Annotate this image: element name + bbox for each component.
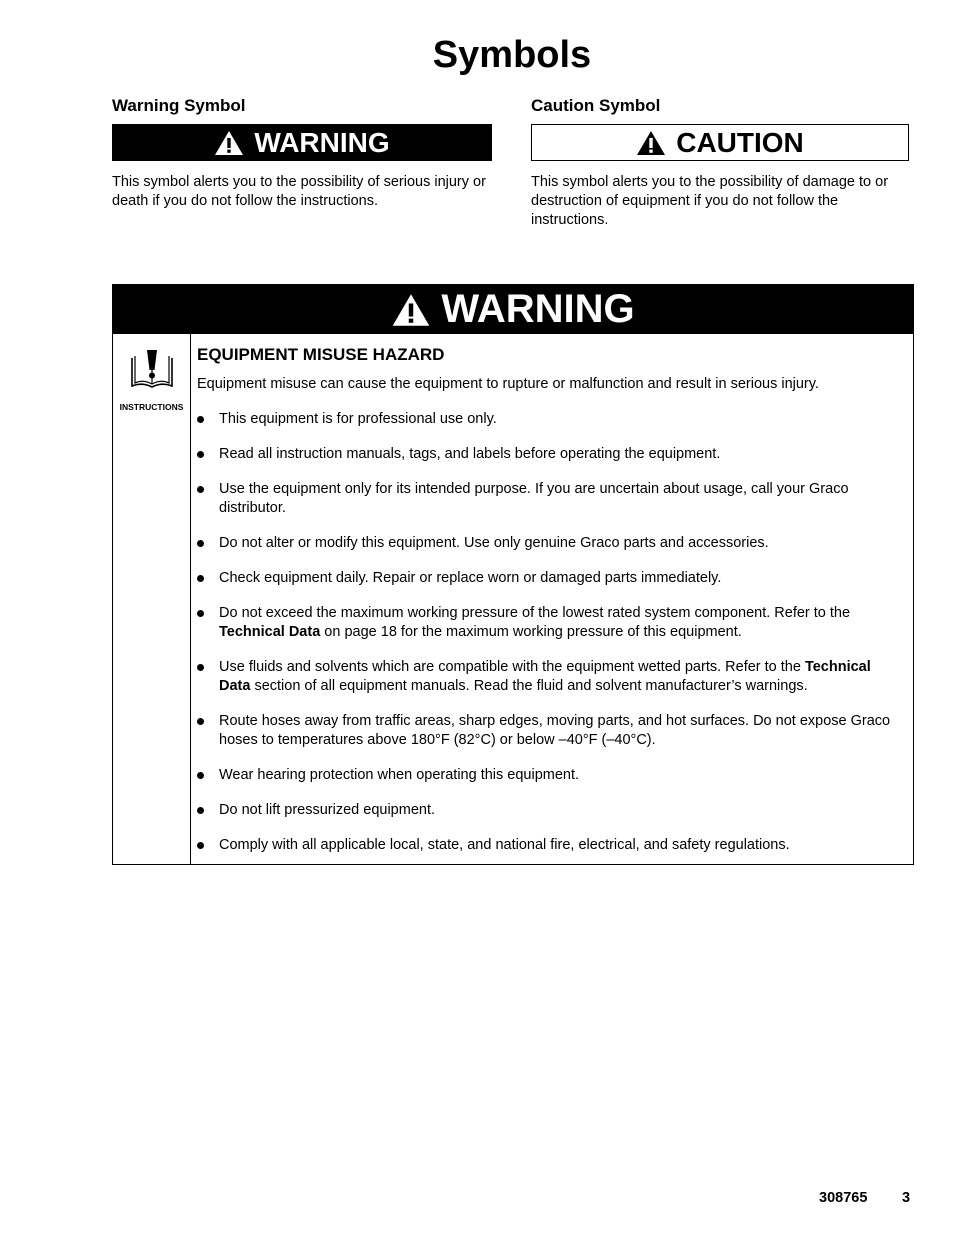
hazard-bullet	[197, 480, 905, 518]
bullet-text: Route hoses away from traffic areas, sharp edges, moving parts, and hot surfaces. Do not expose Graco hoses to temperatures above 180°F (82°C) or below –40°F (–40°C).	[219, 713, 891, 748]
bullet-text: Do not exceed the maximum working pressure of the lowest rated system component. Refer to the	[219, 605, 851, 621]
bullet-bold-text: Technical Data	[219, 659, 871, 694]
hazard-title: EQUIPMENT MISUSE HAZARD	[197, 345, 445, 364]
warning-banner	[112, 124, 492, 161]
bullet-text: on page 18 for the maximum working pressure of this equipment.	[320, 624, 742, 640]
bullet-text: Wear hearing protection when operating this equipment.	[219, 767, 580, 783]
warning-triangle-icon	[214, 130, 244, 156]
bullet-text: Do not lift pressurized equipment.	[219, 802, 435, 818]
hazard-bullet	[197, 712, 905, 750]
page-number: 3	[902, 1190, 911, 1206]
warning-symbol-section	[112, 95, 492, 211]
warning-triangle-icon	[391, 293, 431, 327]
hazard-bullet	[197, 569, 905, 588]
caution-symbol-section	[531, 95, 909, 230]
caution-symbol-description: This symbol alerts you to the possibility of damage to or destruction of equipment if you do not follow the instructions.	[531, 174, 889, 228]
bullet-bold-text: Technical Data	[219, 624, 321, 640]
hazard-bullet	[197, 445, 905, 464]
bullet-text: Comply with all applicable local, state, and national fire, electrical, and safety regulations.	[219, 837, 790, 853]
page-title: Symbols	[432, 34, 592, 76]
document-number: 308765	[819, 1190, 868, 1206]
hazard-intro: Equipment misuse can cause the equipment to rupture or malfunction and result in serious injury.	[197, 376, 819, 392]
hazard-bullet	[197, 410, 905, 429]
bullet-text: section of all equipment manuals. Read the fluid and solvent manufacturer’s warnings.	[250, 678, 808, 694]
hazard-bullet	[197, 534, 905, 553]
warning-symbol-description: This symbol alerts you to the possibility of serious injury or death if you do not follow the instructions.	[112, 174, 486, 209]
equipment-misuse-warning-box	[112, 284, 914, 865]
instructions-icon-label: INSTRUCTIONS	[119, 402, 184, 412]
hazard-bullet	[197, 604, 905, 642]
caution-banner	[531, 124, 909, 161]
hazard-bullet	[197, 766, 905, 785]
warning-symbol-heading: Warning Symbol	[112, 96, 246, 115]
hazard-icon-column	[113, 334, 191, 864]
caution-symbol-heading: Caution Symbol	[531, 96, 661, 115]
hazard-bullet	[197, 836, 905, 855]
hazard-warning-label: WARNING	[441, 287, 635, 331]
bullet-text: Use the equipment only for its intended purpose. If you are uncertain about usage, call your Graco distributor.	[219, 481, 849, 516]
hazard-content	[191, 334, 913, 864]
bullet-text: This equipment is for professional use only.	[219, 411, 497, 427]
hazard-warning-banner	[113, 285, 913, 334]
bullet-text: Use fluids and solvents which are compatible with the equipment wetted parts. Refer to the	[219, 659, 805, 675]
instructions-book-icon	[129, 348, 175, 390]
hazard-bullet	[197, 658, 905, 696]
bullet-text: Read all instruction manuals, tags, and labels before operating the equipment.	[219, 446, 721, 462]
caution-banner-label: CAUTION	[676, 126, 804, 158]
bullet-text: Do not alter or modify this equipment. Use only genuine Graco parts and accessories.	[219, 535, 769, 551]
bullet-text: Check equipment daily. Repair or replace worn or damaged parts immediately.	[219, 570, 722, 586]
hazard-bullet	[197, 801, 905, 820]
warning-banner-label: WARNING	[254, 126, 390, 158]
warning-triangle-icon	[636, 130, 666, 156]
hazard-bullet-list	[197, 410, 905, 855]
